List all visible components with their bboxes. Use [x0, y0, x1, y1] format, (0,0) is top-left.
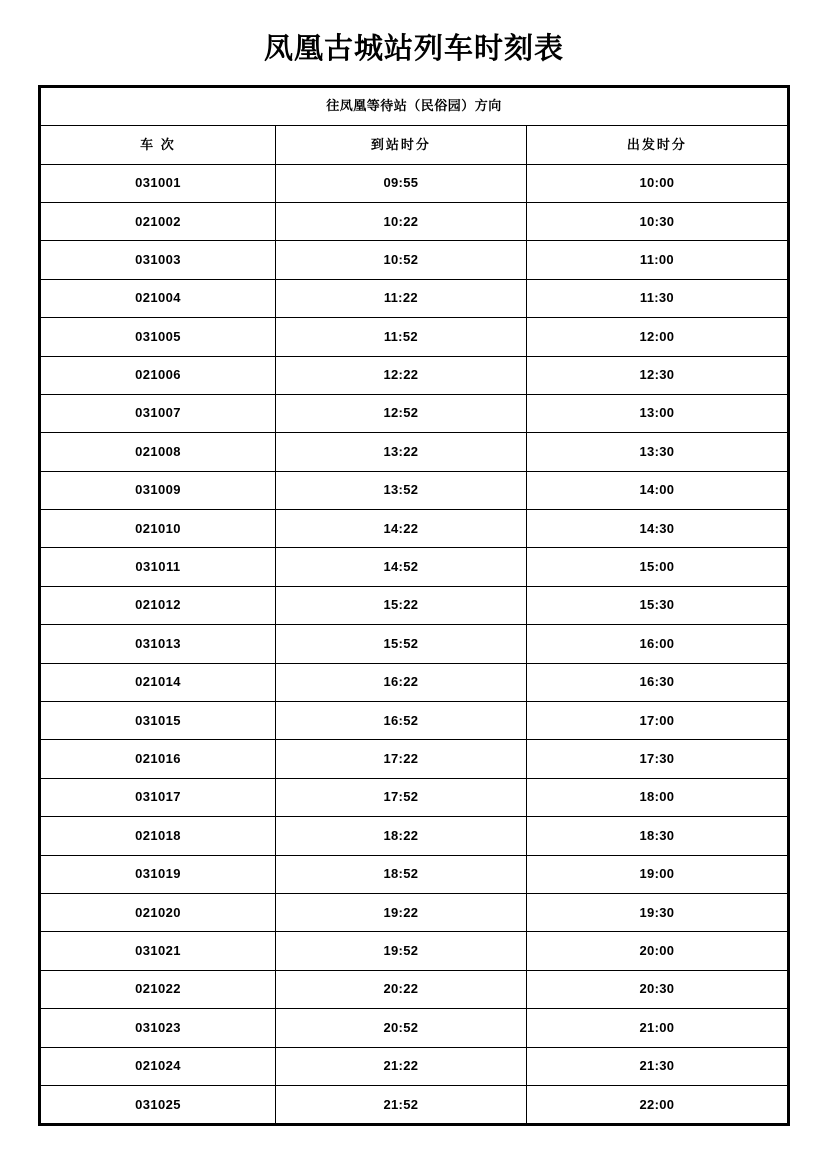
table-row: [40, 279, 789, 317]
cell-arrival-time: 18:52: [275, 855, 526, 893]
cell-departure-time: 11:00: [526, 241, 788, 279]
cell-arrival-time: 14:52: [275, 548, 526, 586]
cell-departure-time: 21:00: [526, 1009, 788, 1047]
cell-departure-time: 19:30: [526, 894, 788, 932]
cell-departure-time: 17:30: [526, 740, 788, 778]
table-row: [40, 241, 789, 279]
cell-arrival-time: 12:22: [275, 356, 526, 394]
cell-departure-time: 20:30: [526, 970, 788, 1008]
cell-train-number: 021004: [40, 279, 276, 317]
table-row: [40, 433, 789, 471]
cell-train-number: 031009: [40, 471, 276, 509]
train-timetable: [38, 85, 790, 1127]
cell-arrival-time: 11:22: [275, 279, 526, 317]
cell-train-number: 031013: [40, 625, 276, 663]
table-row: [40, 740, 789, 778]
cell-train-number: 031021: [40, 932, 276, 970]
cell-train-number: 031017: [40, 778, 276, 816]
cell-departure-time: 13:30: [526, 433, 788, 471]
cell-departure-time: 11:30: [526, 279, 788, 317]
cell-train-number: 021008: [40, 433, 276, 471]
cell-arrival-time: 19:52: [275, 932, 526, 970]
cell-train-number: 031007: [40, 394, 276, 432]
cell-departure-time: 16:00: [526, 625, 788, 663]
cell-arrival-time: 16:22: [275, 663, 526, 701]
cell-arrival-time: 13:22: [275, 433, 526, 471]
cell-arrival-time: 21:52: [275, 1085, 526, 1124]
direction-header: 往凤凰等待站（民俗园）方向: [40, 86, 789, 125]
cell-arrival-time: 13:52: [275, 471, 526, 509]
cell-train-number: 021024: [40, 1047, 276, 1085]
cell-arrival-time: 17:22: [275, 740, 526, 778]
cell-train-number: 031001: [40, 164, 276, 202]
cell-departure-time: 17:00: [526, 702, 788, 740]
table-row: [40, 1009, 789, 1047]
cell-departure-time: 16:30: [526, 663, 788, 701]
cell-arrival-time: 10:22: [275, 202, 526, 240]
cell-arrival-time: 20:52: [275, 1009, 526, 1047]
cell-arrival-time: 17:52: [275, 778, 526, 816]
cell-departure-time: 14:00: [526, 471, 788, 509]
cell-departure-time: 13:00: [526, 394, 788, 432]
cell-train-number: 031011: [40, 548, 276, 586]
column-header-arrival-time: 到站时分: [275, 126, 526, 164]
cell-train-number: 021018: [40, 817, 276, 855]
table-row: [40, 356, 789, 394]
cell-train-number: 021022: [40, 970, 276, 1008]
timetable-body: [40, 86, 789, 1125]
cell-train-number: 021012: [40, 586, 276, 624]
table-row: [40, 894, 789, 932]
table-row: [40, 394, 789, 432]
cell-arrival-time: 10:52: [275, 241, 526, 279]
cell-departure-time: 21:30: [526, 1047, 788, 1085]
table-row: [40, 970, 789, 1008]
cell-train-number: 021020: [40, 894, 276, 932]
cell-train-number: 031019: [40, 855, 276, 893]
cell-arrival-time: 20:22: [275, 970, 526, 1008]
table-row: [40, 1085, 789, 1124]
cell-train-number: 031015: [40, 702, 276, 740]
cell-departure-time: 12:00: [526, 318, 788, 356]
table-row: [40, 548, 789, 586]
cell-arrival-time: 16:52: [275, 702, 526, 740]
cell-departure-time: 19:00: [526, 855, 788, 893]
cell-departure-time: 10:30: [526, 202, 788, 240]
cell-departure-time: 14:30: [526, 510, 788, 548]
cell-train-number: 021016: [40, 740, 276, 778]
cell-train-number: 021010: [40, 510, 276, 548]
table-row: [40, 702, 789, 740]
table-row: [40, 586, 789, 624]
cell-train-number: 021006: [40, 356, 276, 394]
table-row: [40, 202, 789, 240]
cell-train-number: 031005: [40, 318, 276, 356]
cell-departure-time: 15:30: [526, 586, 788, 624]
cell-departure-time: 12:30: [526, 356, 788, 394]
table-row: [40, 471, 789, 509]
cell-departure-time: 15:00: [526, 548, 788, 586]
cell-train-number: 031025: [40, 1085, 276, 1124]
cell-departure-time: 22:00: [526, 1085, 788, 1124]
cell-departure-time: 18:30: [526, 817, 788, 855]
table-row: [40, 625, 789, 663]
table-row: [40, 855, 789, 893]
table-row: [40, 663, 789, 701]
cell-train-number: 021014: [40, 663, 276, 701]
table-row: [40, 1047, 789, 1085]
page-title: 凤凰古城站列车时刻表: [263, 33, 564, 65]
table-row: [40, 510, 789, 548]
cell-arrival-time: 11:52: [275, 318, 526, 356]
table-row: [40, 318, 789, 356]
cell-train-number: 031023: [40, 1009, 276, 1047]
cell-arrival-time: 15:22: [275, 586, 526, 624]
column-header-row: [40, 126, 789, 164]
cell-arrival-time: 09:55: [275, 164, 526, 202]
column-header-departure-time: 出发时分: [526, 126, 788, 164]
table-row: [40, 778, 789, 816]
direction-header-row: [40, 86, 789, 125]
cell-train-number: 021002: [40, 202, 276, 240]
cell-arrival-time: 14:22: [275, 510, 526, 548]
cell-departure-time: 10:00: [526, 164, 788, 202]
cell-train-number: 031003: [40, 241, 276, 279]
table-row: [40, 164, 789, 202]
cell-departure-time: 18:00: [526, 778, 788, 816]
table-row: [40, 817, 789, 855]
cell-arrival-time: 18:22: [275, 817, 526, 855]
cell-arrival-time: 15:52: [275, 625, 526, 663]
table-row: [40, 932, 789, 970]
cell-arrival-time: 21:22: [275, 1047, 526, 1085]
cell-arrival-time: 12:52: [275, 394, 526, 432]
cell-arrival-time: 19:22: [275, 894, 526, 932]
column-header-train-number: 车 次: [40, 126, 276, 164]
cell-departure-time: 20:00: [526, 932, 788, 970]
